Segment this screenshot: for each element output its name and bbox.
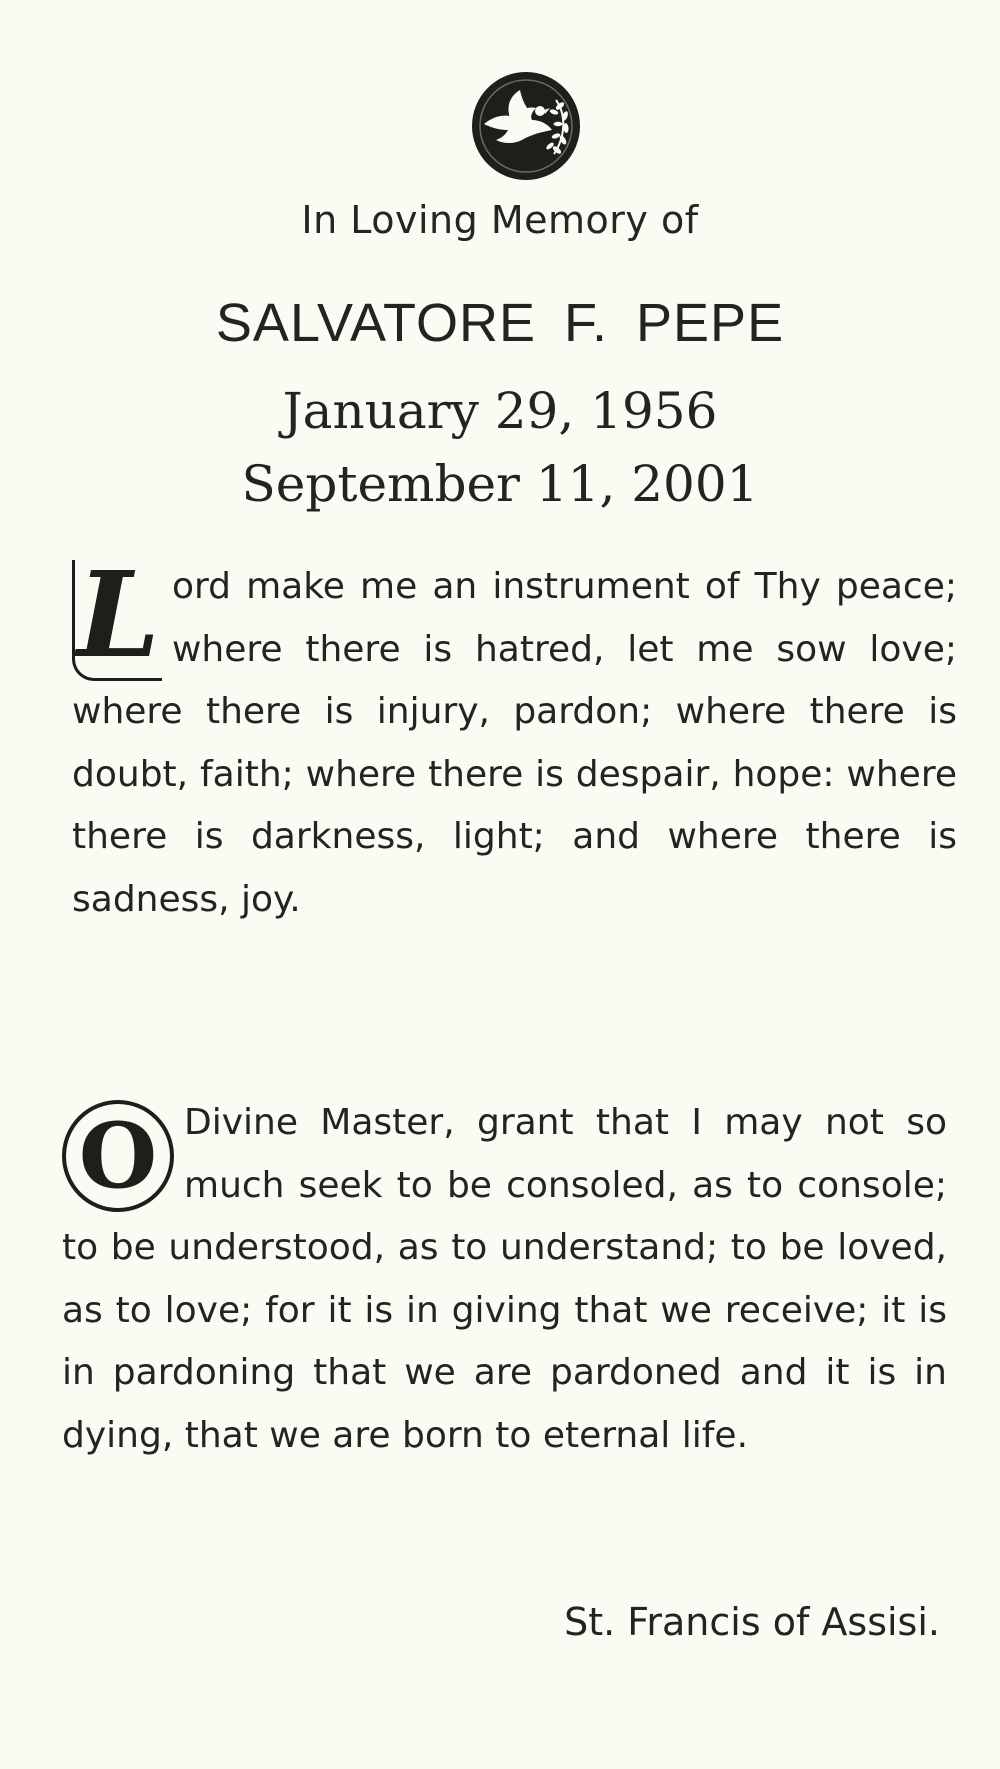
deceased-name: SALVATORE F. PEPE xyxy=(215,293,785,353)
dove-with-olive-branch-icon xyxy=(470,70,582,182)
prayer-paragraph-two-text: Divine Master, grant that I may not so much seek to be consoled, as to console; to be understood, as to understand; to be loved, as to love; for it is in giving that we receive; it is in pardoning that we are pardoned and it is in dying, that we are born to eternal life. xyxy=(62,1102,947,1456)
prayer-paragraph-one-text: ord make me an instrument of Thy peace; where there is hatred, let me sow love; where there is injury, pardon; where there is doubt, faith; where there is despair, hope: where there is darkness, light; and where there is sadness, joy. xyxy=(72,566,957,920)
prayer-paragraph-two xyxy=(62,1092,947,1467)
drop-cap-l: L xyxy=(72,560,162,681)
death-date: September 11, 2001 xyxy=(241,455,759,513)
prayer-attribution: St. Francis of Assisi. xyxy=(564,1600,940,1644)
in-loving-memory-heading: In Loving Memory of xyxy=(301,198,699,242)
birth-date: January 29, 1956 xyxy=(282,382,718,440)
prayer-paragraph-one xyxy=(72,545,957,931)
drop-cap-o: O xyxy=(62,1100,174,1212)
